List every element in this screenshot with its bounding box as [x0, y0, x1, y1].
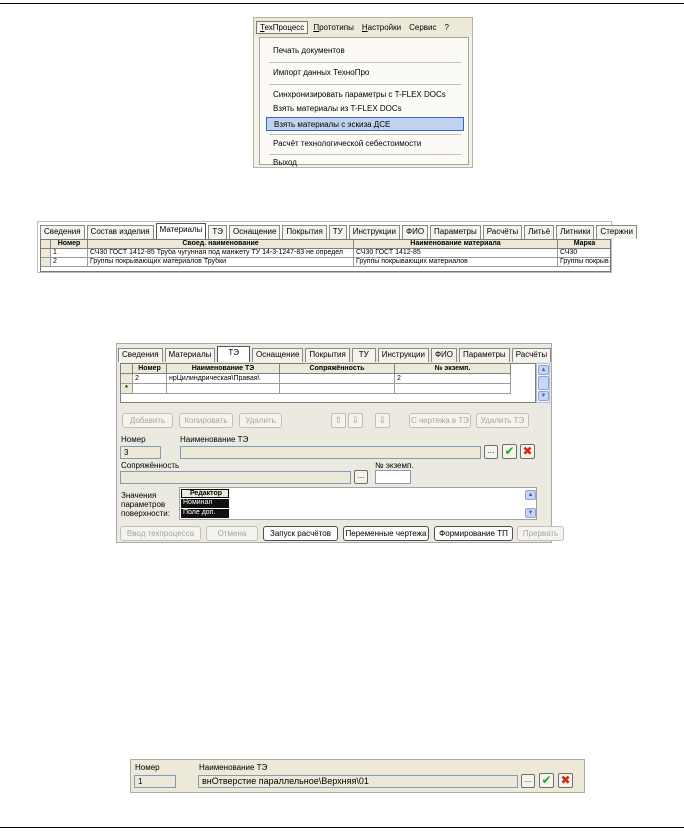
menu-figure	[253, 17, 473, 168]
cell-te-name[interactable]	[167, 384, 280, 394]
surface-values-editor[interactable]	[179, 487, 537, 520]
col-copies[interactable]: № экземп.	[395, 364, 511, 374]
menu-item-materials-docs[interactable]: Взять материалы из T-FLEX DOCs	[273, 104, 402, 113]
number-field[interactable]: 1	[134, 775, 176, 788]
te-name-field[interactable]: внОтверстие параллельное\Верхняя\01	[198, 775, 518, 788]
tab-equipment[interactable]: Оснащение	[229, 225, 280, 239]
new-row-marker[interactable]: *	[121, 384, 133, 394]
ellipsis-icon[interactable]: ...	[521, 774, 535, 788]
row-selector-header	[41, 240, 51, 249]
menu-item-cost[interactable]: Расчёт технологической себестоимости	[273, 139, 422, 148]
editor-header: Редактор	[181, 489, 229, 498]
cell-number[interactable]: 2	[133, 374, 167, 384]
te-name-field[interactable]	[180, 446, 481, 459]
col-te-name[interactable]: Наименование ТЭ	[167, 364, 280, 374]
cancel-x-icon[interactable]: ✖	[558, 773, 573, 788]
scroll-up-icon[interactable]: ▲	[525, 490, 536, 500]
move-up-icon[interactable]: ⇧	[331, 413, 346, 428]
table-row[interactable]	[41, 249, 611, 258]
table-header	[41, 240, 611, 249]
number-field[interactable]: 3	[120, 446, 161, 459]
number-label: Номер	[135, 763, 160, 772]
cell-material-name[interactable]: СЧ30 ГОСТ 1412-85	[354, 249, 558, 258]
tab-materials[interactable]: Материалы	[156, 223, 207, 239]
row-selector[interactable]	[41, 258, 51, 267]
bottom-rule	[0, 827, 684, 828]
from-drawing-button[interactable]: С чертежа в ТЭ	[409, 413, 471, 428]
cancel-x-icon[interactable]: ✖	[520, 444, 535, 459]
menu-item-exit[interactable]: Выход	[273, 158, 297, 167]
menu-techprocess[interactable]: ТехПроцесс	[256, 21, 308, 34]
menu-help[interactable]: ?	[444, 23, 449, 32]
table-header	[121, 364, 536, 374]
menu-prototypes[interactable]: Прототипы	[313, 23, 354, 32]
tab-te[interactable]: ТЭ	[217, 346, 250, 362]
tab-instructions[interactable]: Инструкции	[378, 348, 429, 362]
cell-te-name[interactable]: нрЦилиндрическая\Правая\	[167, 374, 280, 384]
tab-instructions[interactable]: Инструкции	[349, 225, 400, 239]
te-edit-figure	[130, 759, 585, 793]
table-row[interactable]	[41, 258, 611, 267]
tab-cores[interactable]: Стержни	[596, 225, 637, 239]
cell-grade[interactable]: Группы покрыв	[558, 258, 611, 267]
row-selector[interactable]	[41, 249, 51, 258]
tab-te[interactable]: ТЭ	[208, 225, 227, 239]
tab-parameters[interactable]: Параметры	[459, 348, 510, 362]
scroll-down-icon[interactable]: ▼	[525, 508, 536, 518]
menu-settings[interactable]: Настройки	[361, 23, 402, 32]
menu-item-materials-sketch[interactable]: Взять материалы с эскиза ДСЕ	[266, 117, 464, 131]
te-tabs	[118, 346, 553, 362]
tab-coatings[interactable]: Покрытия	[282, 225, 326, 239]
tab-calculations[interactable]: Расчёты	[512, 348, 551, 362]
row-selector[interactable]	[121, 374, 133, 384]
editor-row-nominal[interactable]: Номинал	[181, 499, 229, 508]
tab-coatings[interactable]: Покрытия	[305, 348, 349, 362]
scroll-up-icon[interactable]: ▲	[538, 365, 549, 375]
tab-info[interactable]: Сведения	[118, 348, 163, 362]
move-bottom-icon[interactable]: ⇩	[375, 413, 390, 428]
col-grade[interactable]: Марка	[558, 240, 611, 249]
delete-button[interactable]: Удалить	[239, 413, 282, 428]
values-label-2: параметров	[121, 500, 166, 509]
menu-separator	[269, 154, 461, 155]
cell-copies[interactable]	[395, 384, 511, 394]
menu-bar	[254, 18, 472, 37]
cell-number[interactable]	[133, 384, 167, 394]
tab-equipment[interactable]: Оснащение	[252, 348, 303, 362]
ellipsis-icon[interactable]: ...	[354, 470, 368, 484]
col-summary-name[interactable]: Своед. наименование	[88, 240, 354, 249]
tab-info[interactable]: Сведения	[40, 225, 85, 239]
menu-separator	[269, 134, 461, 135]
copies-label: № экземп.	[375, 461, 414, 470]
col-material-name[interactable]: Наименование материала	[354, 240, 558, 249]
table-row[interactable]	[121, 374, 536, 384]
tab-fio[interactable]: ФИО	[431, 348, 457, 362]
scroll-down-icon[interactable]: ▼	[538, 391, 549, 401]
col-number[interactable]: Номер	[133, 364, 167, 374]
te-figure	[116, 343, 559, 543]
scroll-thumb[interactable]	[538, 376, 549, 390]
top-rule	[0, 3, 684, 4]
cell-summary-name[interactable]: СЧ30 ГОСТ 1412-85 Труба чугунная под манжету ТУ 14-3-1247-83 не определ	[88, 249, 354, 258]
tab-casting[interactable]: Литьё	[524, 225, 554, 239]
number-label: Номер	[121, 435, 146, 444]
tab-fio[interactable]: ФИО	[402, 225, 428, 239]
drawing-variables-button[interactable]: Переменные чертежа	[343, 526, 429, 541]
menu-item-import[interactable]: Импорт данных ТехноПро	[273, 68, 370, 77]
te-table-scrollbar[interactable]	[536, 363, 550, 403]
cell-number[interactable]: 1	[51, 249, 88, 258]
te-name-label: Наименование ТЭ	[199, 763, 268, 772]
ok-check-icon[interactable]: ✔	[502, 444, 517, 459]
cell-grade[interactable]: СЧ30	[558, 249, 611, 258]
ellipsis-icon[interactable]: ...	[484, 445, 498, 459]
te-name-label: Наименование ТЭ	[180, 435, 249, 444]
col-number[interactable]: Номер	[51, 240, 88, 249]
menu-service[interactable]: Сервис	[409, 23, 437, 32]
cell-summary-name[interactable]: Группы покрывающих материалов Трубки	[88, 258, 354, 267]
copies-field[interactable]	[375, 470, 411, 484]
tab-calculations[interactable]: Расчёты	[483, 225, 522, 239]
menu-item-sync[interactable]: Синхронизировать параметры с T-FLEX DOCs	[273, 90, 446, 99]
run-calc-button[interactable]: Запуск расчётов	[263, 526, 338, 541]
conjugacy-field[interactable]	[120, 471, 351, 484]
cell-copies[interactable]: 2	[395, 374, 511, 384]
conjugacy-label: Сопряжённость	[121, 461, 180, 470]
copy-button[interactable]: Копировать	[179, 413, 233, 428]
techprocess-dropdown	[259, 37, 469, 165]
form-tp-button[interactable]: Формирование ТП	[434, 526, 513, 541]
materials-table	[40, 239, 611, 272]
row-selector-header	[121, 364, 133, 374]
add-button[interactable]: Добавить	[122, 413, 173, 428]
values-label-3: поверхности:	[121, 509, 170, 518]
materials-figure	[37, 221, 633, 273]
cell-conjugacy[interactable]	[280, 374, 395, 384]
tab-tu[interactable]: ТУ	[352, 348, 376, 362]
ok-check-icon[interactable]: ✔	[539, 773, 554, 788]
abort-button[interactable]: Прервать	[517, 526, 564, 541]
tab-materials[interactable]: Материалы	[165, 348, 216, 362]
te-table	[120, 363, 536, 403]
cancel-button[interactable]: Отмена	[206, 526, 258, 541]
move-down-icon[interactable]: ⇩	[348, 413, 363, 428]
enter-techprocess-button[interactable]: Ввод техпроцесса	[120, 526, 201, 541]
table-row-new[interactable]	[121, 384, 536, 394]
cell-material-name[interactable]: Группы покрывающих материалов	[354, 258, 558, 267]
tab-tu[interactable]: ТУ	[329, 225, 347, 239]
delete-te-button[interactable]: Удалить ТЭ	[476, 413, 529, 428]
col-conjugacy[interactable]: Сопряжённость	[280, 364, 395, 374]
materials-tabs	[40, 223, 639, 239]
menu-separator	[269, 84, 461, 85]
cell-number[interactable]: 2	[51, 258, 88, 267]
tab-gates[interactable]: Литники	[556, 225, 594, 239]
tab-parameters[interactable]: Параметры	[430, 225, 481, 239]
editor-row-tolerance[interactable]: Поле доп.	[181, 509, 229, 518]
cell-conjugacy[interactable]	[280, 384, 395, 394]
values-label-1: Значения	[121, 491, 157, 500]
menu-item-print[interactable]: Печать документов	[273, 46, 345, 55]
tab-composition[interactable]: Состав изделия	[87, 225, 154, 239]
menu-separator	[269, 62, 461, 63]
